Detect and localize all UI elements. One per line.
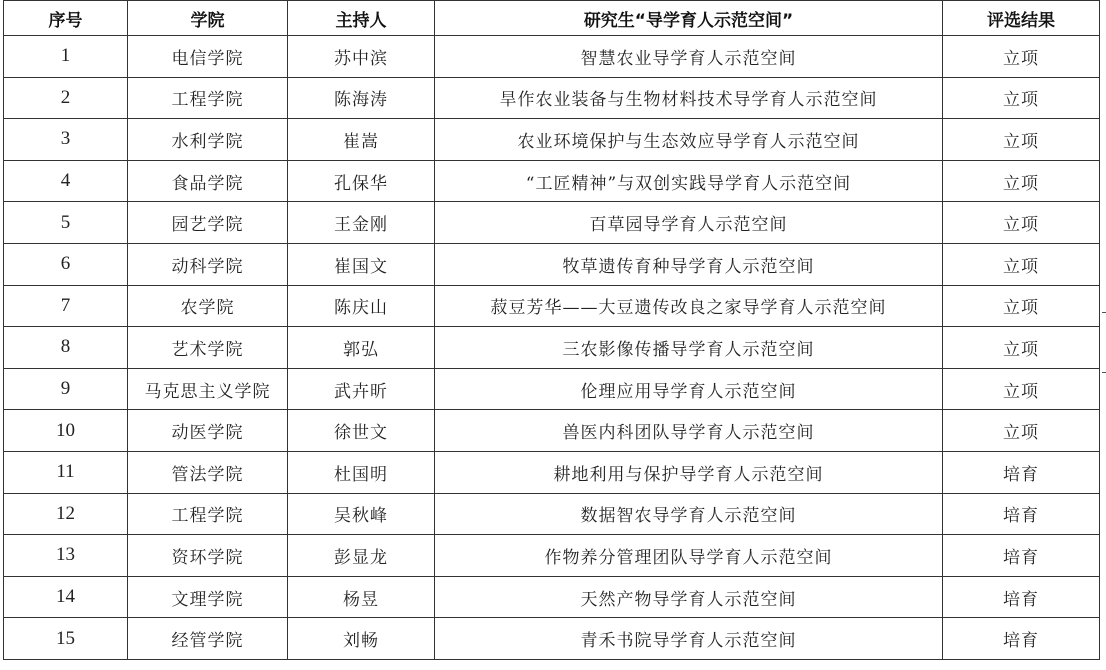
cell-college: 工程学院 [128, 77, 288, 119]
cell-college: 工程学院 [128, 493, 288, 535]
cell-host: 武卉昕 [288, 368, 435, 410]
cell-serial: 8 [4, 327, 128, 369]
cell-college: 艺术学院 [128, 327, 288, 369]
cell-college: 农学院 [128, 285, 288, 327]
table-row [4, 535, 1100, 577]
cell-result: 立项 [943, 327, 1100, 369]
scan-edge-mark [1102, 372, 1106, 373]
cell-result: 立项 [943, 202, 1100, 244]
cell-serial: 15 [4, 618, 128, 660]
cell-result: 培育 [943, 451, 1100, 493]
cell-host: 崔国文 [288, 243, 435, 285]
cell-result: 立项 [943, 243, 1100, 285]
cell-college: 动科学院 [128, 243, 288, 285]
cell-college: 马克思主义学院 [128, 368, 288, 410]
cell-serial: 2 [4, 77, 128, 119]
cell-college: 经管学院 [128, 618, 288, 660]
header-serial: 序号 [4, 1, 128, 36]
cell-college: 水利学院 [128, 119, 288, 161]
cell-host: 徐世文 [288, 410, 435, 452]
table-row [4, 451, 1100, 493]
cell-result: 培育 [943, 535, 1100, 577]
cell-space-name: 旱作农业装备与生物材料技术导学育人示范空间 [435, 77, 943, 119]
cell-result: 立项 [943, 77, 1100, 119]
cell-result: 立项 [943, 410, 1100, 452]
cell-host: 郭弘 [288, 327, 435, 369]
cell-serial: 10 [4, 410, 128, 452]
table-row [4, 410, 1100, 452]
cell-host: 吴秋峰 [288, 493, 435, 535]
cell-space-name: 牧草遗传育种导学育人示范空间 [435, 243, 943, 285]
cell-result: 立项 [943, 36, 1100, 78]
cell-host: 王金刚 [288, 202, 435, 244]
cell-space-name: 耕地利用与保护导学育人示范空间 [435, 451, 943, 493]
cell-space-name: 伦理应用导学育人示范空间 [435, 368, 943, 410]
cell-serial: 1 [4, 36, 128, 78]
table-row [4, 243, 1100, 285]
cell-space-name: 青禾书院导学育人示范空间 [435, 618, 943, 660]
table-row [4, 285, 1100, 327]
cell-college: 资环学院 [128, 535, 288, 577]
header-row [4, 1, 1100, 36]
table-row [4, 36, 1100, 78]
cell-result: 立项 [943, 285, 1100, 327]
scan-edge-mark [1102, 312, 1106, 313]
cell-result: 立项 [943, 368, 1100, 410]
cell-host: 崔嵩 [288, 119, 435, 161]
table-row [4, 327, 1100, 369]
cell-space-name: 菽豆芳华——大豆遗传改良之家导学育人示范空间 [435, 285, 943, 327]
table-row [4, 576, 1100, 618]
cell-space-name: 农业环境保护与生态效应导学育人示范空间 [435, 119, 943, 161]
cell-space-name: “工匠精神”与双创实践导学育人示范空间 [435, 160, 943, 202]
table-body [4, 36, 1100, 660]
cell-host: 杜国明 [288, 451, 435, 493]
cell-space-name: 天然产物导学育人示范空间 [435, 576, 943, 618]
cell-space-name: 三农影像传播导学育人示范空间 [435, 327, 943, 369]
table-row [4, 119, 1100, 161]
cell-space-name: 兽医内科团队导学育人示范空间 [435, 410, 943, 452]
cell-space-name: 作物养分管理团队导学育人示范空间 [435, 535, 943, 577]
header-result: 评选结果 [943, 1, 1100, 36]
cell-space-name: 智慧农业导学育人示范空间 [435, 36, 943, 78]
cell-result: 立项 [943, 119, 1100, 161]
cell-serial: 12 [4, 493, 128, 535]
cell-host: 苏中滨 [288, 36, 435, 78]
cell-space-name: 百草园导学育人示范空间 [435, 202, 943, 244]
table-row [4, 493, 1100, 535]
cell-college: 动医学院 [128, 410, 288, 452]
header-space-name: 研究生“导学育人示范空间” [435, 1, 943, 36]
cell-result: 立项 [943, 160, 1100, 202]
cell-serial: 6 [4, 243, 128, 285]
cell-college: 电信学院 [128, 36, 288, 78]
cell-serial: 7 [4, 285, 128, 327]
cell-result: 培育 [943, 576, 1100, 618]
cell-college: 园艺学院 [128, 202, 288, 244]
cell-host: 陈庆山 [288, 285, 435, 327]
cell-serial: 11 [4, 451, 128, 493]
table-row [4, 618, 1100, 660]
project-table [3, 0, 1100, 660]
cell-serial: 9 [4, 368, 128, 410]
cell-result: 培育 [943, 618, 1100, 660]
header-host: 主持人 [288, 1, 435, 36]
table-row [4, 77, 1100, 119]
cell-host: 陈海涛 [288, 77, 435, 119]
cell-host: 彭显龙 [288, 535, 435, 577]
table-row [4, 202, 1100, 244]
cell-host: 刘畅 [288, 618, 435, 660]
cell-serial: 5 [4, 202, 128, 244]
table-row [4, 368, 1100, 410]
header-college: 学院 [128, 1, 288, 36]
cell-college: 食品学院 [128, 160, 288, 202]
cell-host: 杨昱 [288, 576, 435, 618]
cell-result: 培育 [943, 493, 1100, 535]
cell-space-name: 数据智农导学育人示范空间 [435, 493, 943, 535]
cell-serial: 14 [4, 576, 128, 618]
cell-college: 文理学院 [128, 576, 288, 618]
cell-serial: 13 [4, 535, 128, 577]
cell-serial: 3 [4, 119, 128, 161]
cell-college: 管法学院 [128, 451, 288, 493]
table-row [4, 160, 1100, 202]
cell-serial: 4 [4, 160, 128, 202]
cell-host: 孔保华 [288, 160, 435, 202]
